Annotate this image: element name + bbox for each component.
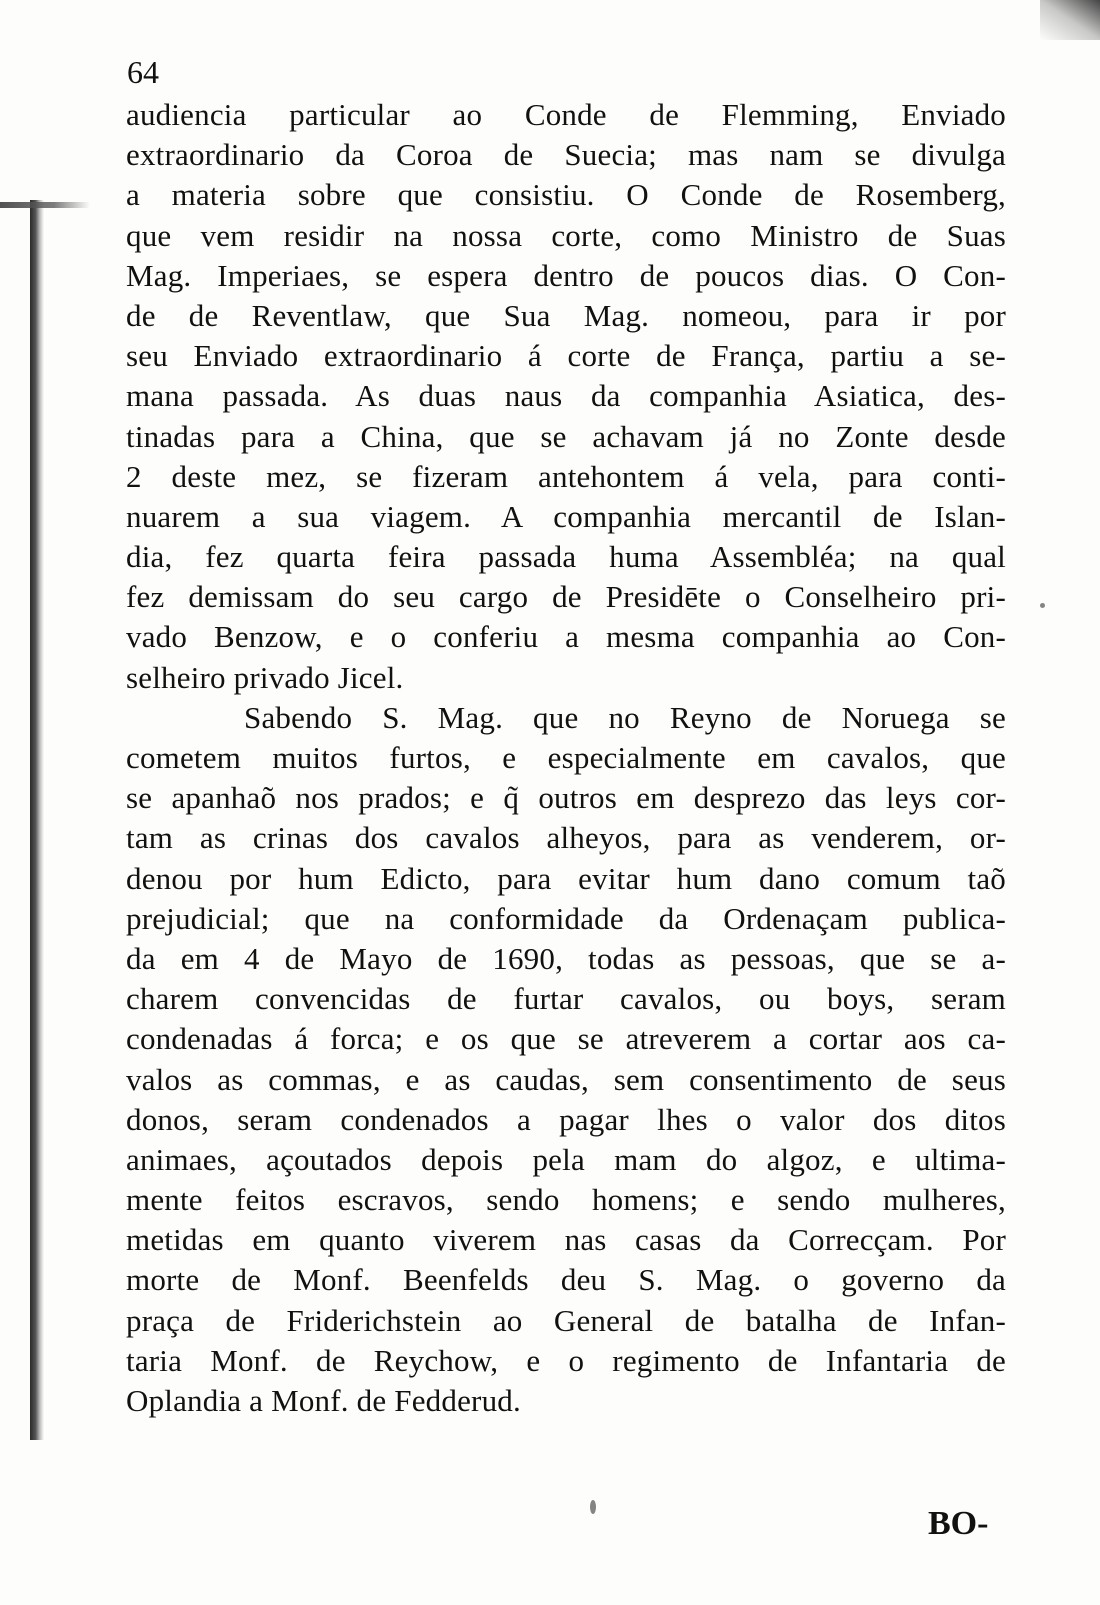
text-line: mana passada. As duas naus da companhia Asiatica, des- xyxy=(126,378,1006,414)
text-line: charem convencidas de furtar cavalos, ou boys, seram xyxy=(126,981,1006,1017)
page-edge-mark xyxy=(0,202,90,208)
text-line: da em 4 de Mayo de 1690, todas as pessoas, que se a- xyxy=(126,940,1006,976)
binding-edge-shadow xyxy=(30,200,44,1440)
text-line: audiencia particular ao Conde de Flemming, Enviado xyxy=(126,97,1006,132)
body-text xyxy=(126,95,1006,1421)
text-line: a materia sobre que consistiu. O Conde de Rosemberg, xyxy=(126,177,1006,213)
text-line: condenadas á forca; e os que se atreverem a cortar aos ca- xyxy=(126,1021,1006,1057)
text-line: metidas em quanto viverem nas casas da Correcçam. Por xyxy=(126,1222,1006,1258)
page-number: 64 xyxy=(127,54,159,90)
text-line: Mag. Imperiaes, se espera dentro de poucos dias. O Con- xyxy=(126,257,1006,293)
text-line: donos, seram condenados a pagar lhes o valor dos ditos xyxy=(126,1101,1006,1137)
text-line: morte de Monf. Beenfelds deu S. Mag. o governo da xyxy=(126,1262,1006,1298)
text-line: 2 deste mez, se fizeram antehontem á vela, para conti- xyxy=(126,458,1006,494)
text-line: extraordinario da Coroa de Suecia; mas nam se divulga xyxy=(126,137,1006,173)
text-line: cometem muitos furtos, e especialmente em cavalos, que xyxy=(126,740,1006,775)
text-line: selheiro privado Jicel. xyxy=(126,659,404,695)
text-line: que vem residir na nossa corte, como Ministro de Suas xyxy=(126,217,1006,253)
text-line: Oplandia a Monf. de Fedderud. xyxy=(126,1383,521,1418)
text-line: mente feitos escravos, sendo homens; e sendo mulheres, xyxy=(126,1182,1006,1218)
text-line: taria Monf. de Reychow, e o regimento de Infantaria de xyxy=(126,1342,1006,1378)
text-line: vado Benzow, e o conferiu a mesma companhia ao Con- xyxy=(126,619,1006,655)
text-line: valos as commas, e as caudas, sem consentimento de seus xyxy=(126,1061,1006,1097)
corner-shadow xyxy=(1040,0,1100,40)
text-line: dia, fez quarta feira passada huma Assembléa; na qual xyxy=(126,539,1006,575)
catchword: BO- xyxy=(928,1505,989,1542)
text-line: animaes, açoutados depois pela mam do algoz, e ultima- xyxy=(126,1141,1006,1177)
paragraph-start-line: Sabendo S. Mag. que no Reyno de Noruega se xyxy=(244,699,1006,735)
ink-blemish xyxy=(1040,603,1045,608)
text-line: de de Reventlaw, que Sua Mag. nomeou, para ir por xyxy=(126,297,1006,333)
text-line: denou por hum Edicto, para evitar hum dano comum taõ xyxy=(126,860,1006,896)
text-line: nuarem a sua viagem. A companhia mercantil de Islan- xyxy=(126,498,1006,534)
text-line: se apanhaõ nos prados; e q̃ outros em desprezo das leys cor- xyxy=(126,780,1006,816)
text-line: prejudicial; que na conformidade da Ordenaçam publica- xyxy=(126,900,1006,936)
ink-blemish xyxy=(590,1500,596,1514)
text-line: tinadas para a China, que se achavam já no Zonte desde xyxy=(126,418,1006,454)
text-line: praça de Friderichstein ao General de batalha de Infan- xyxy=(126,1302,1006,1338)
text-line: fez demissam do seu cargo de Presidēte o Conselheiro pri- xyxy=(126,579,1006,615)
text-line: tam as crinas dos cavalos alheyos, para as venderem, or- xyxy=(126,820,1006,856)
text-line: seu Enviado extraordinario á corte de França, partiu a se- xyxy=(126,338,1006,374)
